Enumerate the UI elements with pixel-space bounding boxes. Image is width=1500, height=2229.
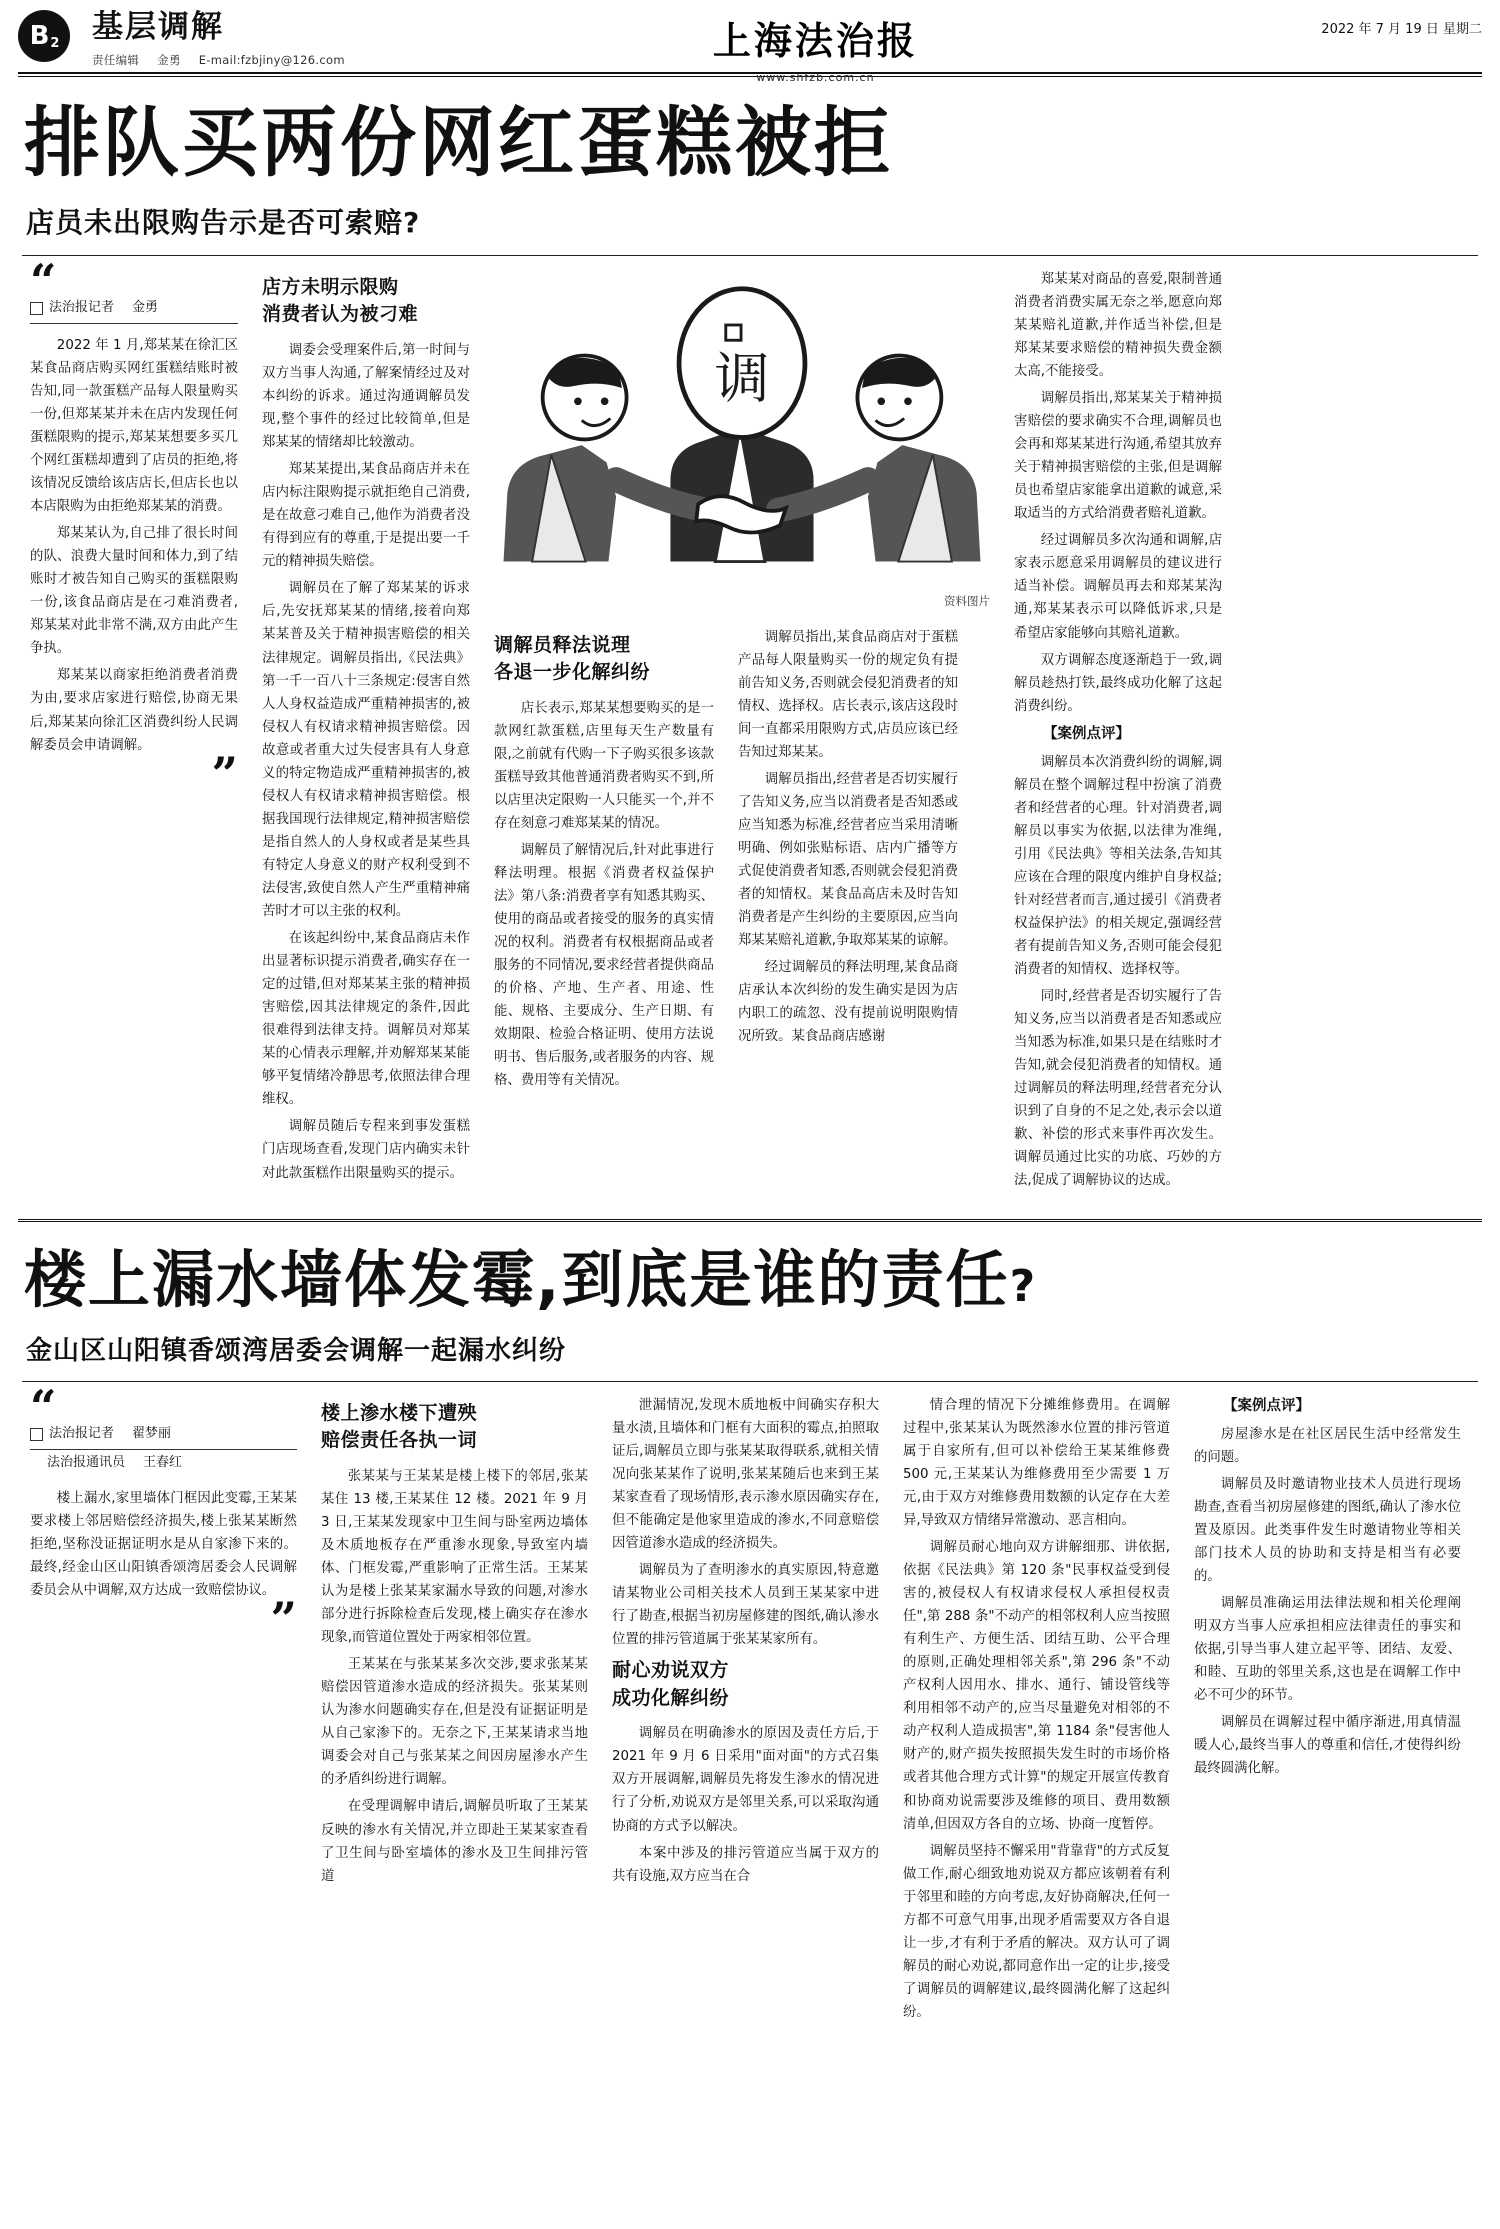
illustration-label: 调 (714, 347, 770, 412)
paragraph: 同时,经营者是否切实履行了告知义务,应当以消费者是否知悉或应当知悉为标准,如果只是在结账时才告知,就会侵犯消费者的知情权。通过调解员的释法明理,经营者充分认识到了自身的不足之处,表示会以道歉、补偿的形式来事件再次发生。调解员通过比实的功底、巧妙的方法,促成了调解协议的达成。 (1014, 989, 1222, 1189)
paragraph: 调解员在明确渗水的原因及责任方后,于 2021 年 9 月 6 日采用"面对面"的方式召集双方开展调解,调解员先将发生渗水的情况进行了分析,劝说双方是邻里关系,可以采取沟通协商的方式予以解决。 (612, 1726, 879, 1834)
section-title-line: 消费者认为被刁难 (262, 303, 419, 326)
article2-column-3 (600, 1394, 891, 2028)
article-divider (18, 1219, 1482, 1222)
paragraph: 经过调解员多次沟通和调解,店家表示愿意采用调解员的建议进行适当补偿。调解员再去和郑某某沟通,郑某某表示可以降低诉求,只是希望店家能够向其赔礼道歉。 (1014, 533, 1222, 641)
section-title: 基层调解 (92, 9, 224, 45)
paragraph: 调解员随后专程来到事发蛋糕门店现场查看,发现门店内确实未针对此款蛋糕作出限量购买的提示。 (262, 1119, 470, 1181)
quote-open-icon: “ (30, 253, 57, 308)
article2-headline-mark: ? (1009, 1260, 1038, 1312)
page-badge (18, 10, 70, 62)
section-title-line: 赔偿责任各执一词 (321, 1429, 478, 1452)
figure-caption: 资料图片 (944, 593, 990, 608)
section-title-line: 店方未明示限购 (262, 275, 399, 298)
article2-comment-title: 【案例点评】 (1223, 1397, 1310, 1414)
article1-column-3 (494, 626, 726, 1097)
article2-column-1 (18, 1379, 309, 2028)
paragraph: 情合理的情况下分摊维修费用。在调解过程中,张某某认为既然渗水位置的排污管道属于自家所有,但可以补偿给王某某维修费 500 元,王某某认为维修费用至少需要 1 万元,由于双方对维修费用数额的认定存在大差异,导致双方情绪异常激动、恶言相向。 (903, 1397, 1170, 1528)
article1-figure-column (482, 268, 1002, 1197)
quote-close-icon: ” (211, 746, 238, 801)
paragraph: 在受理调解申请后,调解员听取了王某某反映的渗水有关情况,并立即赴王某某家查看了卫生间与卧室墙体的渗水及卫生间排污管道 (321, 1799, 588, 1884)
handshake-mediation-illustration (494, 268, 990, 588)
byline-outlet: 法治报记者 (49, 1426, 115, 1442)
paragraph: 在该起纠纷中,某食品商店未作出显著标识提示消费者,确实存在一定的过错,但对郑某某主张的精神损害赔偿,因其法律规定的条件,因此很难得到法律支持。调解员对郑某某的心情表示理解,并劝解郑某某能够平复情绪冷静思考,依照法律合理维权。 (262, 931, 470, 1108)
paper-name: 上海法治报 (712, 18, 918, 63)
paragraph: 调委会受理案件后,第一时间与双方当事人沟通,了解案情经过及对本纠纷的诉求。通过沟通调解员发现,整个事件的经过比较简单,但是郑某某的情绪却比较激动。 (262, 342, 470, 451)
byline-reporter-2: 王春红 (143, 1454, 183, 1470)
paragraph: 经过调解员的释法明理,某食品商店承认本次纠纷的发生确实是因为店内职工的疏忽、没有提前说明限购情况所致。某食品商店感谢 (738, 960, 958, 1045)
article2-headline-main: 楼上漏水墙体发霉,到底是谁的责任 (24, 1242, 1010, 1316)
paragraph: 调解员准确运用法律法规和相关伦理阐明双方当事人应承担相应法律责任的事实和依据,引导当事人建立起平等、团结、友爱、和睦、互助的邻里关系,这也是在调解工作中必不可少的环节。 (1194, 1595, 1461, 1704)
paragraph: 2022 年 1 月,郑某某在徐汇区某食品商店购买网红蛋糕结账时被告知,同一款蛋糕产品每人限量购买一份,但郑某某并未在店内发现任何蛋糕限购的提示,郑某某想要多买几个网红蛋糕却遭到了店员的拒绝,将该情况反馈给该店店长,但店长也以本店限购为由拒绝郑某某的消费。 (30, 337, 238, 515)
article2-columns (18, 1379, 1482, 2028)
byline-box-icon (30, 1428, 43, 1441)
paragraph: 郑某某以商家拒绝消费者消费为由,要求店家进行赔偿,协商无果后,郑某某向徐汇区消费纠纷人民调解委员会申请调解。 (30, 668, 238, 753)
paragraph: 调解员在了解了郑某某的诉求后,先安抚郑某某的情绪,接着向郑某某普及关于精神损害赔偿的相关法律规定。调解员指出,《民法典》第一千一百八十三条规定:侵害自然人人身权益造成严重精神损害的,被侵权人有权请求精神损害赔偿。因故意或者重大过失侵害具有人身意义的特定物造成严重精神损害的,被侵权人有权请求精神损害赔偿。根据我国现行法律规定,精神损害赔偿是指自然人的人身权或者是某些具有特定人身意义的财产权利受到不法侵害,致使自然人产生严重精神痛苦时才可以主张的权利。 (262, 581, 470, 920)
article2-rule (22, 1381, 1478, 1382)
article-leak-dispute (0, 1242, 1500, 2028)
section-title-line: 调解员释法说理 (494, 633, 631, 656)
article1-subhead: 店员未出限购告示是否可索赔? (26, 205, 421, 239)
page-badge-letter: B (29, 21, 50, 51)
article1-byline (30, 297, 238, 323)
article1-headline: 排队买两份网红蛋糕被拒 (24, 98, 893, 187)
article-cake-dispute (0, 98, 1500, 1197)
article1-column-2 (250, 268, 482, 1197)
byline-outlet: 法治报记者 (49, 300, 115, 316)
byline-reporter: 翟梦丽 (132, 1426, 172, 1442)
article1-rule (22, 255, 1478, 256)
section-title-line: 成功化解纠纷 (612, 1686, 730, 1709)
article1-figure (494, 268, 990, 588)
paragraph: 本案中涉及的排污管道应当属于双方的共有设施,双方应当在合 (612, 1845, 879, 1884)
paragraph: 调解员在调解过程中循序渐进,用真情温暖人心,最终当事人的尊重和信任,才使得纠纷最终圆满化解。 (1194, 1715, 1461, 1777)
article2-subhead: 金山区山阳镇香颂湾居委会调解一起漏水纠纷 (26, 1335, 567, 1366)
article2-column-4 (891, 1394, 1182, 2028)
article2-section-title-2 (612, 1657, 879, 1712)
editor-name: 金勇 (157, 53, 181, 68)
editor-line (92, 52, 359, 68)
paragraph: 郑某某对商品的喜爱,限制普通消费者消费实属无奈之举,愿意向郑某某赔礼道歉,并作适当补偿,但是郑某某要求赔偿的精神损失费金额太高,不能接受。 (1014, 271, 1222, 379)
paragraph: 店长表示,郑某某想要购买的是一款网红款蛋糕,店里每天生产数量有限,之前就有代购一下子购买很多该款蛋糕导致其他普通消费者购买不到,所以店里决定限购一人只能买一个,并不存在刻意刁难郑某某的情况。 (494, 700, 714, 831)
paragraph: 双方调解态度逐渐趋于一致,调解员趁热打铁,最终成功化解了这起消费纠纷。 (1014, 652, 1222, 714)
article2-headline (24, 1242, 1482, 1316)
page-badge-number: 2 (50, 35, 60, 51)
editor-label: 责任编辑 (92, 53, 140, 68)
article1-section-title-2 (494, 632, 714, 687)
section-title-line: 楼上渗水楼下遭殃 (321, 1401, 478, 1424)
article1-columns (18, 253, 1482, 1197)
byline-reporter: 金勇 (132, 300, 159, 316)
paragraph: 调解员指出,郑某某关于精神损害赔偿的要求确实不合理,调解员也会再和郑某某进行沟通,希望其放弃关于精神损害赔偿的主张,但是调解员也希望店家能拿出道歉的诚意,采取适当的方式给消费者赔礼道歉。 (1014, 391, 1222, 522)
paragraph: 调解员及时邀请物业技术人员进行现场勘查,查看当初房屋修建的图纸,确认了渗水位置及原因。此类事件发生时邀请物业等相关部门技术人员的协助和支持是相当有必要的。 (1194, 1476, 1461, 1584)
article1-column-4 (726, 626, 958, 1097)
article2-byline (30, 1423, 297, 1449)
paragraph: 调解员耐心地向双方讲解细那、讲依据,依据《民法典》第 120 条"民事权益受到侵害的,被侵权人有权请求侵权人承担侵权责任",第 288 条"不动产的相邻权利人应当按照有利生产、方便生活、团结互助、公平合理的原则,正确处理相邻关系",第 296 条"不动产权利人因用水、排水、通行、铺设管线等利用相邻不动产的,应当尽量避免对相邻的不动产权利人造成损害",第 1184 条"侵害他人财产的,财产损失按照损失发生时的市场价格或者其他合理方式计算"的规定开展宣传教育和协商劝说需要涉及维修的项目、费用数额清单,但因双方各自的立场、协商一度暂停。 (903, 1539, 1170, 1832)
issue-date: 2022 年 7 月 19 日 星期二 (1321, 22, 1482, 37)
masthead (0, 0, 1500, 84)
editor-email: E-mail:fzbjiny@126.com (198, 53, 345, 68)
article2-section-title-1 (321, 1400, 588, 1455)
article2-column-5 (1182, 1394, 1473, 2028)
paragraph: 泄漏情况,发现木质地板中间确实存积大量水渍,且墙体和门框有大面积的霉点,拍照取证后,调解员立即与张某某取得联系,就相关情况向张某某作了说明,张某某随后也来到王某某家查看了现场情形,表示渗水原因确实存在,但不能确定是他家里造成的渗水,不同意赔偿因管道渗水造成的经济损失。 (612, 1397, 879, 1551)
article2-column-2 (309, 1394, 600, 2028)
paragraph: 房屋渗水是在社区居民生活中经常发生的问题。 (1194, 1426, 1461, 1465)
paragraph: 楼上漏水,家里墙体门框因此变霉,王某某要求楼上邻居赔偿经济损失,楼上张某某断然拒绝,坚称没证据证明水是从自家渗下来的。最终,经金山区山阳镇香颂湾居委会人民调解委员会从中调解,双方达成一致赔偿协议。 (30, 1491, 297, 1599)
paragraph: 张某某与王某某是楼上楼下的邻居,张某某住 13 楼,王某某住 12 楼。2021 年 9 月 3 日,王某某发现家中卫生间与卧室两边墙体及木质地板存在严重渗水现象,导致室内墙体、门框发霉,严重影响了正常生活。王某某认为是楼上张某某家漏水导致的问题,对渗水部分进行拆除检查后发现,楼上确实存在渗水现象,而管道位置处于两家相邻位置。 (321, 1468, 588, 1646)
paper-url[interactable]: www.shfzb.com.cn (756, 71, 875, 84)
paragraph: 调解员指出,经营者是否切实履行了告知义务,应当以消费者是否知悉或应当知悉为标准,经营者应当采用清晰明确、例如张贴标语、店内广播等方式促使消费者知悉,否则就会侵犯消费者的知情权。某食品高店未及时告知消费者是产生纠纷的主要原因,应当向郑某某赔礼道歉,争取郑某某的谅解。 (738, 771, 958, 949)
paragraph: 调解员坚持不懈采用"背靠背"的方式反复做工作,耐心细致地劝说双方都应该朝着有利于邻里和睦的方向考虑,友好协商解决,任何一方都不可意气用事,出现矛盾需要双方各自退让一步,才有利于矛盾的解决。双方认可了调解员的耐心劝说,都同意作出一定的让步,接受了调解员的调解建议,最终圆满化解了这起纠纷。 (903, 1843, 1170, 2020)
article2-byline-2 (30, 1452, 297, 1477)
byline-box-icon (30, 302, 43, 315)
article1-column-1 (18, 253, 250, 1197)
paragraph: 调解员了解情况后,针对此事进行释法明理。根据《消费者权益保护法》第八条:消费者享有知悉其购买、使用的商品或者接受的服务的真实情况的权利。消费者有权根据商品或者服务的不同情况,要求经营者提供商品的价格、产地、生产者、用途、性能、规格、主要成分、生产日期、有效期限、检验合格证明、使用方法说明书、售后服务,或者服务的内容、规格、费用等有关情况。 (494, 842, 714, 1089)
quote-open-icon: “ (30, 1379, 57, 1434)
quote-close-icon: ” (270, 1592, 297, 1647)
article1-section-title-1 (262, 274, 470, 329)
article1-column-5 (1002, 268, 1234, 1197)
paragraph: 调解员指出,某食品商店对于蛋糕产品每人限量购买一份的规定负有提前告知义务,否则就会侵犯消费者的知情权、选择权。店长表示,该店这段时间一直都采用限购方式,店员应该已经告知过郑某某。 (738, 629, 958, 760)
section-title-line: 耐心劝说双方 (612, 1659, 730, 1682)
paragraph: 郑某某认为,自己排了很长时间的队、浪费大量时间和体力,到了结账时才被告知自己购买的蛋糕限购一份,该食品商店是在刁难消费者,郑某某对此非常不满,双方由此产生争执。 (30, 526, 238, 657)
paragraph: 调解员为了查明渗水的真实原因,特意邀请某物业公司相关技术人员到王某某家中进行了勘查,根据当初房屋修建的图纸,确认渗水位置的排污管道属于张某某家所有。 (612, 1563, 879, 1648)
paper-nameplate (359, 8, 1272, 84)
paragraph: 王某某在与张某某多次交涉,要求张某某赔偿因管道渗水造成的经济损失。张某某则认为渗水问题确实存在,但是没有证据证明是从自己家渗下的。无奈之下,王某某请求当地调委会对自己与张某某之间因房屋渗水产生的矛盾纠纷进行调解。 (321, 1657, 588, 1788)
section-block (82, 8, 359, 68)
byline-outlet-2: 法治报通讯员 (47, 1454, 126, 1470)
paragraph: 调解员本次消费纠纷的调解,调解员在整个调解过程中扮演了消费者和经营者的心理。针对消费者,调解员以事实为依据,以法律为准绳,引用《民法典》等相关法条,告知其应该在合理的限度内维护自身权益;针对经营者而言,通过援引《消费者权益保护法》的相关规定,强调经营者有提前告知义务,否则可能会侵犯消费者的知情权、选择权等。 (1014, 754, 1222, 978)
section-title-line: 各退一步化解纠纷 (494, 661, 651, 684)
paragraph: 郑某某提出,某食品商店并未在店内标注限购提示就拒绝自己消费,是在故意刁难自己,他作为消费者没有得到应有的尊重,于是提出要一千元的精神损失赔偿。 (262, 462, 470, 570)
article1-comment-title: 【案例点评】 (1043, 725, 1130, 742)
